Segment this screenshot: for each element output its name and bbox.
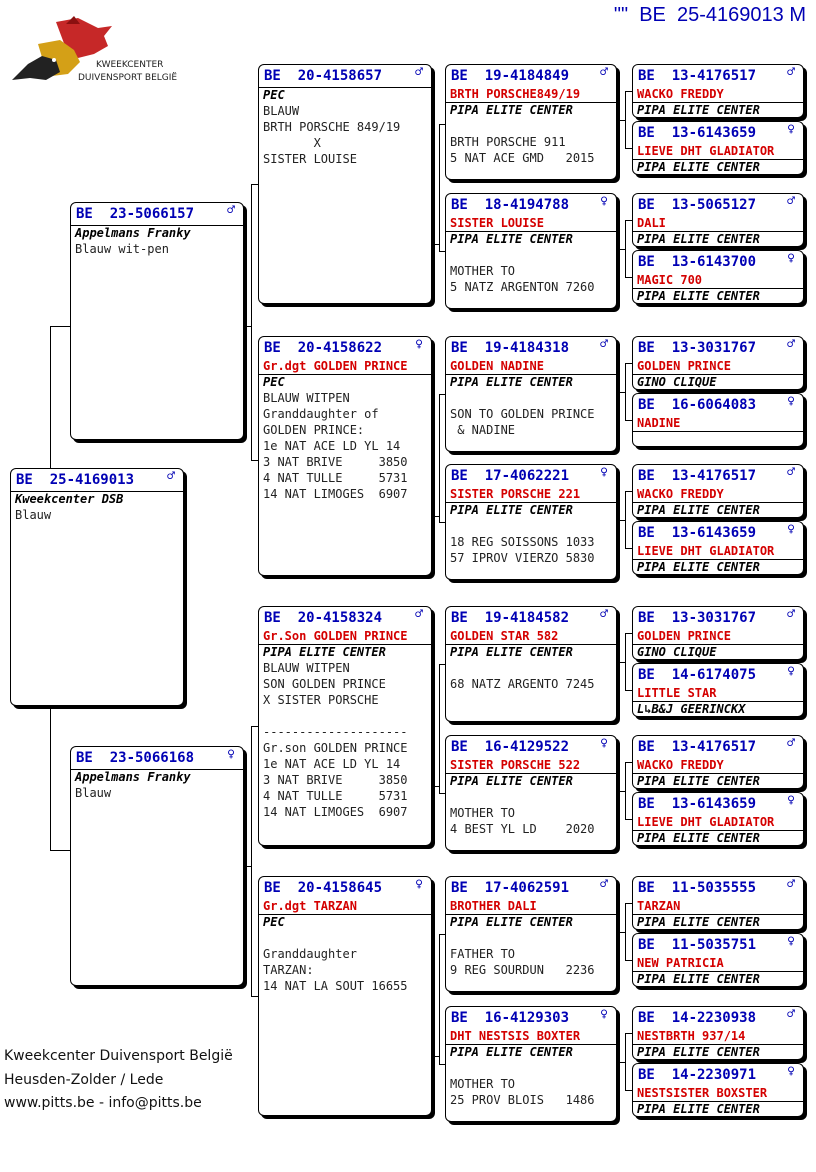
connector-line (625, 548, 632, 549)
pigeon-name: NESTBRTH 937/14 (637, 1029, 746, 1043)
info-line (446, 390, 616, 406)
connector-line (617, 249, 625, 250)
pigeon-name: SISTER PORSCHE 221 (450, 487, 581, 501)
pedigree-card-dss[interactable] (445, 606, 617, 722)
connector-line (439, 934, 440, 1065)
female-symbol-icon: ♀ (787, 122, 795, 137)
pigeon-name: WACKO FREDDY (637, 487, 724, 501)
connector-line (439, 394, 440, 523)
pigeon-name: GOLDEN PRINCE (637, 359, 731, 373)
info-line: BLAUW WITPEN (263, 661, 350, 675)
divider (633, 431, 803, 432)
pedigree-card-sds[interactable] (445, 336, 617, 452)
ring-number: BE 14-6174075 ♀ (633, 664, 803, 686)
breeder-name: PIPA ELITE CENTER (450, 774, 573, 788)
ring-number: BE 13-3031767 ♂ (633, 607, 803, 629)
breeder-name: PIPA ELITE CENTER (637, 972, 760, 986)
pedigree-card-sdd[interactable] (445, 464, 617, 580)
breeder-name: PIPA ELITE CENTER (450, 1045, 573, 1059)
info-line: 4 NAT TULLE 5731 (263, 789, 408, 803)
breeder-name: PIPA ELITE CENTER (637, 103, 760, 117)
pedigree-card-g7[interactable] (632, 464, 804, 518)
logo-line2: DUIVENSPORT BELGIË (78, 73, 178, 83)
pedigree-card-sire[interactable] (70, 202, 244, 440)
female-symbol-icon: ♀ (600, 1007, 608, 1022)
connector-line (617, 120, 625, 121)
male-symbol-icon: ♂ (787, 465, 795, 480)
pedigree-card-g10[interactable] (632, 663, 804, 717)
breeder-name: Kweekcenter DSB (15, 492, 124, 506)
ring-number: BE 16-4129303 ♀ (446, 1007, 616, 1029)
info-line: SON GOLDEN PRINCE (263, 677, 386, 691)
ring-number: BE 18-4194788 ♀ (446, 194, 616, 216)
pigeon-name: NEW PATRICIA (637, 956, 724, 970)
breeder-name: PIPA ELITE CENTER (450, 645, 573, 659)
pigeon-name: MAGIC 700 (637, 273, 703, 287)
connector-line (625, 148, 632, 149)
info-line: GOLDEN PRINCE: (263, 423, 365, 437)
ring-number: BE 13-4176517 ♂ (633, 465, 803, 487)
pedigree-card-ddd[interactable] (445, 1006, 617, 1122)
female-symbol-icon: ♀ (787, 934, 795, 949)
connector-line (625, 1033, 626, 1091)
info-line: Granddaughter of (263, 407, 379, 421)
connector-line (251, 996, 258, 997)
connector-line (625, 819, 632, 820)
pigeon-name: Gr.dgt TARZAN (263, 899, 357, 913)
pedigree-card-dd[interactable] (258, 876, 432, 1116)
ring-number: BE 20-4158622 ♀ (259, 337, 431, 359)
ring-number: BE 13-6143700 ♀ (633, 251, 803, 273)
info-line: MOTHER TO (450, 1077, 516, 1091)
female-symbol-icon: ♀ (415, 337, 423, 352)
pigeon-name: GOLDEN NADINE (450, 359, 544, 373)
ring-number: BE 11-5035751 ♀ (633, 934, 803, 956)
connector-line (625, 363, 632, 364)
male-symbol-icon: ♂ (787, 607, 795, 622)
breeder-name: PIPA ELITE CENTER (637, 160, 760, 174)
ring-number: BE 25-4169013 ♂ (11, 469, 183, 491)
breeder-name: PIPA ELITE CENTER (637, 915, 760, 929)
info-line (446, 789, 616, 805)
breeder-name: PEC (263, 375, 285, 389)
info-line: 1e NAT ACE LD YL 14 (263, 757, 401, 771)
pedigree-card-g5[interactable] (632, 336, 804, 390)
breeder-name: PIPA ELITE CENTER (637, 289, 760, 303)
female-symbol-icon: ♀ (787, 522, 795, 537)
male-symbol-icon: ♂ (600, 337, 608, 352)
pigeon-name: DALI (637, 216, 666, 230)
info-line (446, 1060, 616, 1076)
male-symbol-icon: ♂ (787, 736, 795, 751)
pedigree-card-g12[interactable] (632, 792, 804, 846)
connector-line (625, 491, 632, 492)
female-symbol-icon: ♀ (787, 251, 795, 266)
info-line: Gr.son GOLDEN PRINCE (263, 741, 408, 755)
breeder-name: PIPA ELITE CENTER (637, 560, 760, 574)
ring-number: BE 19-4184849 ♂ (446, 65, 616, 87)
pigeon-name: Gr.dgt GOLDEN PRINCE (263, 359, 408, 373)
ring-number: BE 13-5065127 ♂ (633, 194, 803, 216)
female-symbol-icon: ♀ (787, 664, 795, 679)
connector-line (617, 392, 625, 393)
info-line: MOTHER TO (450, 264, 516, 278)
logo-line1: KWEEKCENTER (96, 60, 164, 70)
info-line: 9 REG SOURDUN 2236 (450, 963, 595, 977)
pedigree-card-subject[interactable] (10, 468, 184, 706)
breeder-name: PIPA ELITE CENTER (637, 774, 760, 788)
male-symbol-icon: ♂ (600, 877, 608, 892)
info-line: 14 NAT LA SOUT 16655 (263, 979, 408, 993)
pedigree-card-g13[interactable] (632, 876, 804, 930)
info-line: 5 NAT ACE GMD 2015 (450, 151, 595, 165)
connector-line (625, 91, 632, 92)
ring-number: BE 17-4062591 ♂ (446, 877, 616, 899)
pedigree-card-dam[interactable] (70, 746, 244, 986)
male-symbol-icon: ♂ (415, 65, 423, 80)
connector-line (625, 903, 626, 961)
pigeon-name: LIEVE DHT GLADIATOR (637, 544, 775, 558)
info-line: 14 NAT LIMOGES 6907 (263, 487, 408, 501)
info-line: 25 PROV BLOIS 1486 (450, 1093, 595, 1107)
connector-line (617, 1062, 625, 1063)
info-line: TARZAN: (263, 963, 314, 977)
breeder-name: PIPA ELITE CENTER (263, 645, 386, 659)
connector-line (625, 491, 626, 549)
connector-line (625, 633, 626, 691)
info-line: 5 NATZ ARGENTON 7260 (450, 280, 595, 294)
pedigree-card-g11[interactable] (632, 735, 804, 789)
breeder-name: PIPA ELITE CENTER (637, 503, 760, 517)
breeder-name: Appelmans Franky (75, 770, 191, 784)
info-line: X (263, 136, 321, 150)
pedigree-card-g3[interactable] (632, 193, 804, 247)
connector-line (625, 903, 632, 904)
pedigree-card-sd[interactable] (258, 336, 432, 576)
info-line: 68 NATZ ARGENTO 7245 (450, 677, 595, 691)
pedigree-card-g9[interactable] (632, 606, 804, 660)
ring-number: BE 17-4062221 ♀ (446, 465, 616, 487)
ring-number: BE 11-5035555 ♂ (633, 877, 803, 899)
pigeon-name: LIEVE DHT GLADIATOR (637, 144, 775, 158)
male-symbol-icon: ♂ (787, 194, 795, 209)
connector-line (432, 244, 439, 245)
breeder-name: PIPA ELITE CENTER (450, 503, 573, 517)
info-line: BRTH PORSCHE 849/19 (263, 120, 401, 134)
pedigree-card-g15[interactable] (632, 1006, 804, 1060)
connector-line (251, 184, 252, 461)
info-line: MOTHER TO (450, 806, 516, 820)
ring-number: BE 23-5066157 ♂ (71, 203, 243, 225)
connector-line (432, 516, 439, 517)
pedigree-card-dsd[interactable] (445, 735, 617, 851)
connector-line (625, 220, 626, 278)
breeder-name: PEC (263, 915, 285, 929)
male-symbol-icon: ♂ (787, 65, 795, 80)
male-symbol-icon: ♂ (787, 877, 795, 892)
connector-line (625, 220, 632, 221)
breeder-name: PIPA ELITE CENTER (450, 915, 573, 929)
male-symbol-icon: ♂ (227, 203, 235, 218)
pedigree-card-ds[interactable] (258, 606, 432, 846)
ring-number: BE 19-4184582 ♂ (446, 607, 616, 629)
connector-line (432, 786, 439, 787)
connector-line (50, 850, 70, 851)
ring-number: BE 13-3031767 ♂ (633, 337, 803, 359)
pedigree-card-g1[interactable] (632, 64, 804, 118)
info-line: 18 REG SOISSONS 1033 (450, 535, 595, 549)
breeder-name: PIPA ELITE CENTER (637, 1045, 760, 1059)
pigeon-name: WACKO FREDDY (637, 87, 724, 101)
pedigree-card-ssd[interactable] (445, 193, 617, 309)
pedigree-card-g14[interactable] (632, 933, 804, 987)
pedigree-card-g6[interactable] (632, 393, 804, 447)
pedigree-card-sss[interactable] (445, 64, 617, 180)
connector-line (625, 960, 632, 961)
ring-number: BE 13-6143659 ♀ (633, 122, 803, 144)
info-line: SISTER LOUISE (263, 152, 357, 166)
pigeon-name: BRTH PORSCHE849/19 (450, 87, 581, 101)
breeder-name: PIPA ELITE CENTER (637, 831, 760, 845)
ring-number: BE 20-4158657 ♂ (259, 65, 431, 87)
connector-line (625, 91, 626, 149)
info-line: 4 NAT TULLE 5731 (263, 471, 408, 485)
pedigree-card-g4[interactable] (632, 250, 804, 304)
info-line (446, 518, 616, 534)
pigeon-name: SISTER PORSCHE 522 (450, 758, 581, 772)
connector-line (625, 762, 632, 763)
pigeon-name: Gr.Son GOLDEN PRINCE (263, 629, 408, 643)
connector-line (439, 124, 440, 252)
page-title: "" BE 25-4169013 M (613, 4, 806, 26)
ring-number: BE 20-4158645 ♀ (259, 877, 431, 899)
female-symbol-icon: ♀ (787, 394, 795, 409)
ring-number: BE 13-4176517 ♂ (633, 65, 803, 87)
breeder-name: PIPA ELITE CENTER (450, 103, 573, 117)
ring-number: BE 16-4129522 ♀ (446, 736, 616, 758)
breeder-name: PIPA ELITE CENTER (637, 232, 760, 246)
pigeon-name: WACKO FREDDY (637, 758, 724, 772)
pedigree-card-g16[interactable] (632, 1063, 804, 1117)
breeder-name: PEC (263, 88, 285, 102)
male-symbol-icon: ♂ (787, 1007, 795, 1022)
connector-line (251, 726, 252, 997)
ring-number: BE 23-5066168 ♀ (71, 747, 243, 769)
info-line: BLAUW WITPEN (263, 391, 350, 405)
female-symbol-icon: ♀ (787, 1064, 795, 1079)
breeder-name: PIPA ELITE CENTER (637, 1102, 760, 1116)
ring-number: BE 16-6064083 ♀ (633, 394, 803, 416)
female-symbol-icon: ♀ (600, 465, 608, 480)
female-symbol-icon: ♀ (600, 194, 608, 209)
info-line: BRTH PORSCHE 911 (450, 135, 566, 149)
info-line (259, 930, 431, 946)
connector-line (251, 460, 258, 461)
ring-number: BE 20-4158324 ♂ (259, 607, 431, 629)
pigeon-name: NESTSISTER BOXSTER (637, 1086, 768, 1100)
connector-line (251, 726, 258, 727)
ring-number: BE 13-4176517 ♂ (633, 736, 803, 758)
connector-line (625, 363, 626, 421)
info-line: Blauw (15, 508, 52, 522)
ring-number: BE 14-2230938 ♂ (633, 1007, 803, 1029)
connector-line (625, 633, 632, 634)
info-line (446, 930, 616, 946)
info-line: & NADINE (450, 423, 516, 437)
footer-place: Heusden-Zolder / Lede (4, 1072, 164, 1088)
info-line: X SISTER PORSCHE (263, 693, 379, 707)
logo (8, 14, 178, 86)
connector-line (625, 690, 632, 691)
female-symbol-icon: ♀ (600, 736, 608, 751)
info-line: Blauw wit-pen (75, 242, 169, 256)
connector-line (625, 1033, 632, 1034)
pedigree-card-dds[interactable] (445, 876, 617, 992)
breeder-name: GINO CLIQUE (637, 645, 717, 659)
info-line: 4 BEST YL LD 2020 (450, 822, 595, 836)
ring-number: BE 13-6143659 ♀ (633, 522, 803, 544)
male-symbol-icon: ♂ (600, 607, 608, 622)
pigeon-name: GOLDEN PRINCE (637, 629, 731, 643)
pigeon-name: GOLDEN STAR 582 (450, 629, 559, 643)
info-line: 3 NAT BRIVE 3850 (263, 773, 408, 787)
footer-web: www.pitts.be - info@pitts.be (4, 1095, 202, 1111)
info-line (259, 708, 431, 724)
female-symbol-icon: ♀ (415, 877, 423, 892)
breeder-name: GINO CLIQUE (637, 375, 717, 389)
pedigree-card-g8[interactable] (632, 521, 804, 575)
pigeon-name: BROTHER DALI (450, 899, 537, 913)
connector-line (244, 326, 251, 327)
footer-name: Kweekcenter Duivensport België (4, 1048, 233, 1064)
info-line: SON TO GOLDEN PRINCE (450, 407, 595, 421)
ring-number: BE 13-6143659 ♀ (633, 793, 803, 815)
female-symbol-icon: ♀ (227, 747, 235, 762)
info-line (446, 660, 616, 676)
pigeon-name: SISTER LOUISE (450, 216, 544, 230)
info-line: -------------------- (263, 725, 408, 739)
connector-line (432, 1056, 439, 1057)
female-symbol-icon: ♀ (787, 793, 795, 808)
connector-line (625, 277, 632, 278)
info-line: 14 NAT LIMOGES 6907 (263, 805, 408, 819)
pedigree-card-ss[interactable] (258, 64, 432, 304)
info-line: 57 IPROV VIERZO 5830 (450, 551, 595, 565)
ring-number: BE 19-4184318 ♂ (446, 337, 616, 359)
connector-line (617, 520, 625, 521)
connector-line (439, 664, 440, 794)
connector-line (625, 1090, 632, 1091)
male-symbol-icon: ♂ (600, 65, 608, 80)
male-symbol-icon: ♂ (167, 469, 175, 484)
breeder-name: PIPA ELITE CENTER (450, 375, 573, 389)
ring-number: BE 14-2230971 ♀ (633, 1064, 803, 1086)
pigeon-name: TARZAN (637, 899, 681, 913)
breeder-name: L↳B&J GEERINCKX (637, 702, 746, 716)
pigeon-name: LITTLE STAR (637, 686, 717, 700)
info-line: 1e NAT ACE LD YL 14 (263, 439, 401, 453)
connector-line (617, 932, 625, 933)
info-line: Blauw (75, 786, 112, 800)
pigeon-name: NADINE (637, 416, 681, 430)
info-line: Granddaughter (263, 947, 357, 961)
connector-line (625, 420, 632, 421)
info-line: 3 NAT BRIVE 3850 (263, 455, 408, 469)
pigeon-name: LIEVE DHT GLADIATOR (637, 815, 775, 829)
male-symbol-icon: ♂ (787, 337, 795, 352)
connector-line (244, 866, 251, 867)
pedigree-card-g2[interactable] (632, 121, 804, 175)
connector-line (617, 662, 625, 663)
info-line (446, 247, 616, 263)
info-line: FATHER TO (450, 947, 516, 961)
connector-line (617, 791, 625, 792)
pigeon-name: DHT NESTSIS BOXTER (450, 1029, 581, 1043)
connector-line (625, 762, 626, 820)
info-line (446, 118, 616, 134)
info-line: BLAUW (263, 104, 300, 118)
breeder-name: Appelmans Franky (75, 226, 191, 240)
connector-line (251, 184, 258, 185)
breeder-name: PIPA ELITE CENTER (450, 232, 573, 246)
connector-line (50, 326, 70, 327)
male-symbol-icon: ♂ (415, 607, 423, 622)
